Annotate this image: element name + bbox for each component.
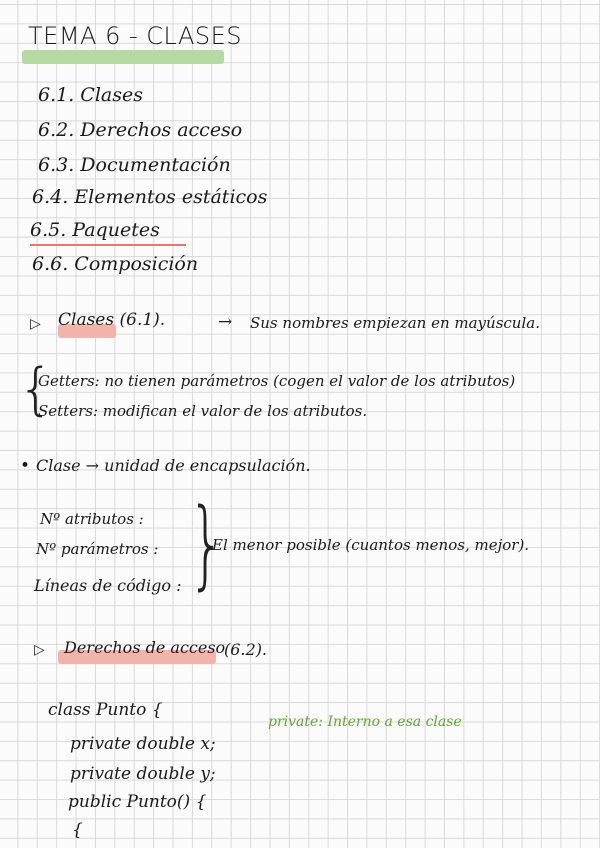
section-heading-derechos: Derechos de acceso — [64, 638, 226, 657]
getters-line: Getters: no tienen parámetros (cogen el valor de los atributos) — [38, 372, 516, 390]
private-note: private: Interno a esa clase — [268, 714, 462, 730]
metric-item: Nº atributos : — [40, 510, 144, 528]
bullet-triangle-icon: ▷ — [34, 642, 45, 658]
code-line: class Punto { — [48, 700, 163, 720]
clases-note: Sus nombres empiezan en mayúscula. — [250, 314, 540, 332]
code-line: private double y; — [70, 764, 216, 784]
right-brace: } — [188, 488, 225, 600]
toc-item: 6.6. Composición — [32, 253, 199, 275]
bullet-triangle-icon: ▷ — [30, 316, 41, 332]
toc-item: 6.3. Documentación — [38, 154, 231, 176]
toc-underline — [30, 244, 186, 246]
toc-item: 6.5. Paquetes — [30, 219, 160, 241]
toc-item: 6.4. Elementos estáticos — [32, 186, 268, 208]
toc-item: 6.2. Derechos acceso — [38, 119, 243, 141]
bullet-dot-icon: • — [20, 456, 31, 476]
metric-item: Líneas de código : — [34, 576, 182, 595]
code-line: public Punto() { — [68, 792, 207, 812]
title-highlight — [22, 50, 224, 64]
arrow-icon: → — [218, 312, 233, 332]
setters-line: Setters: modifican el valor de los atributos. — [38, 402, 368, 420]
code-line: { — [72, 820, 83, 840]
left-brace: { — [18, 357, 54, 422]
code-line: private double x; — [70, 734, 216, 754]
encapsulation-line: Clase → unidad de encapsulación. — [36, 456, 311, 475]
metrics-conclusion: El menor posible (cuantos menos, mejor). — [212, 536, 530, 554]
section-ref: (6.2). — [224, 640, 268, 659]
metric-item: Nº parámetros : — [36, 540, 159, 558]
page-title: TEMA 6 - CLASES — [28, 22, 242, 50]
toc-item: 6.1. Clases — [38, 84, 143, 106]
section-heading-clases: Clases (6.1). — [58, 310, 166, 330]
